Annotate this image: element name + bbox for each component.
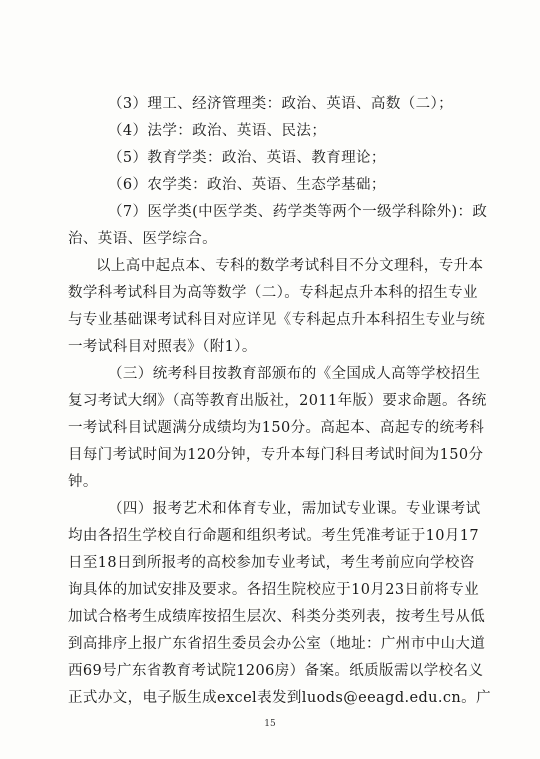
text-line: 一考试科目对照表》（附1）。 xyxy=(68,339,257,355)
text-line: 询具体的加试安排及要求。各招生院校应于10月23日前将专业 xyxy=(68,582,479,598)
text-line: （6）农学类：政治、英语、生态学基础； xyxy=(108,177,386,193)
text-line: 到高排序上报广东省招生委员会办公室（地址：广州市中山大道 xyxy=(68,636,486,652)
text-line: 以上高中起点本、专科的数学考试科目不分文理科，专升本 xyxy=(96,258,484,274)
text-line: （5）教育学类：政治、英语、教育理论； xyxy=(108,150,386,166)
text-line: 复习考试大纲》（高等教育出版社，2011年版）要求命题。各统 xyxy=(68,393,487,409)
text-line: 钟。 xyxy=(68,474,98,490)
page-number: 15 xyxy=(264,719,276,729)
text-line: 一考试科目试题满分成绩均为150分。高起本、高起专的统考科 xyxy=(68,420,485,436)
text-line: 与专业基础课考试科目对应详见《专科起点升本科招生专业与统 xyxy=(68,312,486,328)
text-line: 数学科考试科目为高等数学（二）。专科起点升本科的招生专业 xyxy=(68,285,478,301)
text-line: （三）统考科目按教育部颁布的《全国成人高等学校招生 xyxy=(108,366,481,382)
text-line: 日至18日到所报考的高校参加专业考试，考生考前应向学校咨 xyxy=(68,555,475,571)
text-line: （4）法学：政治、英语、民法； xyxy=(108,123,327,139)
text-line: 均由各招生学校自行命题和组织考试。考生凭准考证于10月17 xyxy=(68,528,479,544)
text-line: （7）医学类(中医学类、药学类等两个一级学科除外)：政 xyxy=(108,204,488,220)
text-line: 西69号广东省教育考试院1206房）备案。纸质版需以学校名义 xyxy=(68,663,484,679)
text-line: 治、英语、医学综合。 xyxy=(68,231,217,247)
text-line: （3）理工、经济管理类：政治、英语、高数（二）； xyxy=(108,96,454,112)
text-line: 正式办文，电子版生成excel表发到luods@eeagd.edu.cn。广 xyxy=(68,690,491,706)
text-line: （四）报考艺术和体育专业，需加试专业课。专业课考试 xyxy=(108,501,481,517)
text-line: 加试合格考生成绩库按招生层次、科类分类列表，按考生号从低 xyxy=(68,609,486,625)
text-line: 目每门考试时间为120分钟，专升本每门科目考试时间为150分 xyxy=(68,447,484,463)
